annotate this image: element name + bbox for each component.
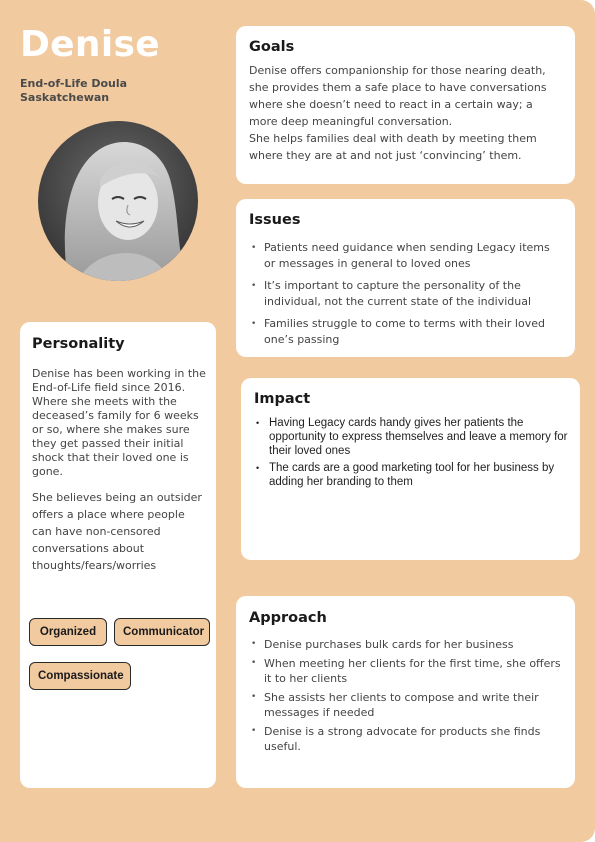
list-item: • She assists her clients to compose and write their messages if needed — [249, 690, 563, 720]
avatar-photo — [38, 121, 198, 281]
goals-card — [236, 26, 575, 184]
list-item: • The cards are a good marketing tool for her business by adding her branding to them — [254, 461, 568, 489]
impact-card — [241, 378, 580, 560]
goals-text — [249, 62, 563, 164]
list-item: • Denise purchases bulk cards for her business — [249, 637, 563, 652]
personality-card — [20, 322, 216, 788]
goals-title: Goals — [249, 39, 295, 55]
persona-location: Saskatchewan — [20, 91, 110, 104]
list-item: • When meeting her clients for the first time, she offers it to her clients — [249, 656, 563, 686]
goals-paragraph: She helps families deal with death by meeting them where they are at and not just ‘convincing’ them. — [249, 132, 537, 162]
issues-card — [236, 199, 575, 357]
tag-communicator: Communicator — [114, 618, 210, 646]
list-item: • Having Legacy cards handy gives her patients the opportunity to express themselves and leave a memory for their loved ones — [254, 416, 568, 458]
persona-role — [20, 77, 127, 105]
approach-title: Approach — [249, 610, 327, 626]
impact-title: Impact — [254, 391, 311, 407]
approach-list — [249, 637, 563, 754]
tag-compassionate: Compassionate — [29, 662, 131, 690]
goals-paragraph: Denise offers companionship for those nearing death, she provides them a safe place to have conversations where she doesn’t need to react in a certain way; a more deep meaningful conversation. — [249, 64, 547, 128]
list-item: • It’s important to capture the personality of the individual, not the current state of the individual — [249, 278, 563, 310]
list-item: • Families struggle to come to terms with their loved one’s passing — [249, 316, 563, 348]
tag-organized: Organized — [29, 618, 107, 646]
avatar — [38, 121, 198, 281]
list-item: • Patients need guidance when sending Legacy items or messages in general to loved ones — [249, 240, 563, 272]
persona-name: Denise — [20, 24, 160, 65]
issues-list — [249, 240, 563, 348]
persona-role-title: End-of-Life Doula — [20, 77, 128, 90]
impact-list — [254, 416, 568, 489]
approach-card — [236, 596, 575, 788]
issues-title: Issues — [249, 212, 301, 228]
personality-paragraph — [32, 367, 206, 479]
list-item: • Denise is a strong advocate for products she finds useful. — [249, 724, 563, 754]
personality-text: Denise has been working in the End-of-Life field since 2016. — [32, 367, 206, 394]
personality-title: Personality — [32, 336, 125, 352]
personality-text: Where she meets with the deceased’s family for 6 weeks or so, where she makes sure they get passed their initial shock that their loved one is gone. — [32, 395, 199, 478]
personality-paragraph: She believes being an outsider offers a place where people can have non-censored conversations about thoughts/fears/worries — [32, 491, 202, 572]
